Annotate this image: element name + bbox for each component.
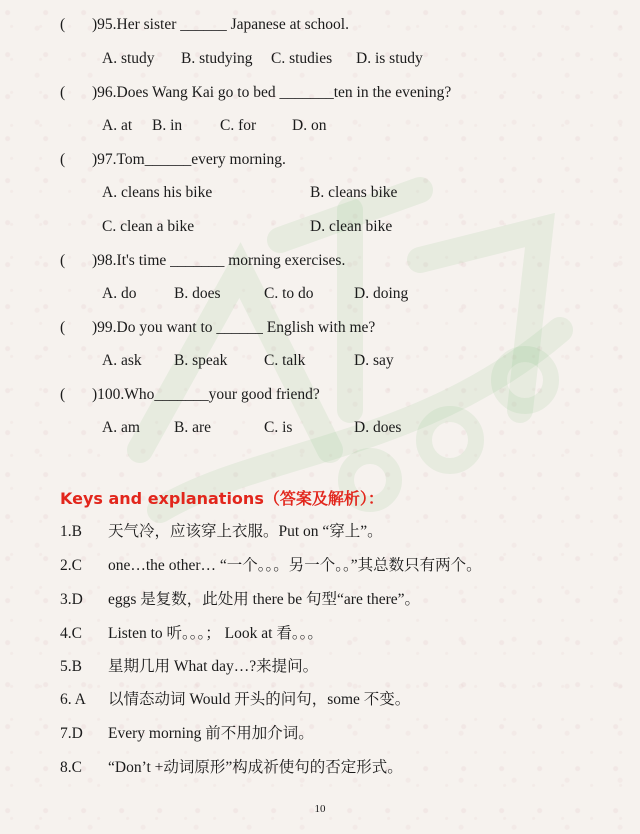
key-item [60,721,314,743]
key-explanation: Every morning 前不用加介词。 [108,725,314,742]
key-item [60,587,420,609]
key-item [60,553,482,575]
page-number: 10 [314,803,326,815]
key-number: 3.D [60,591,83,608]
key-number: 8.C [60,759,82,776]
option-c: C. to do [264,285,314,302]
answer-bracket: ( [60,386,66,403]
key-item [60,687,410,709]
answer-bracket: ( [60,16,66,33]
option-a: A. do [102,285,137,302]
option-b: B. speak [174,352,228,369]
key-explanation: 天气冷，应该穿上衣服。Put on “穿上”。 [108,523,383,540]
option-a: A. study [102,50,155,67]
key-number: 6. A [60,691,86,708]
option-b: B. cleans bike [310,184,398,201]
option-a: A. ask [102,352,142,369]
question-stem: )96.Does Wang Kai go to bed _______ten in the evening? [92,84,452,101]
option-a: A. at [102,117,133,134]
question-stem: )98.It's time _______ morning exercises. [92,252,346,269]
question-97 [60,151,286,169]
question-96 [60,84,451,102]
question-stem: )99.Do you want to ______ English with me? [92,319,376,336]
key-number: 4.C [60,625,82,642]
option-b: B. are [174,419,212,436]
question-100 [60,386,320,404]
key-explanation: one…the other… “一个。。。另一个。。”其总数只有两个。 [108,557,482,574]
key-number: 7.D [60,725,83,742]
question-95 [60,16,349,34]
option-d: D. does [354,419,402,436]
question-stem: )97.Tom______every morning. [92,151,286,168]
option-d: D. is study [356,50,423,67]
option-c: C. clean a bike [102,218,195,235]
key-explanation: “Don’t +动词原形”构成祈使句的否定形式。 [108,759,403,776]
key-number: 5.B [60,658,82,675]
question-99 [60,319,375,337]
key-item [60,519,383,541]
key-number: 2.C [60,557,82,574]
key-item [60,621,323,643]
key-explanation: Listen to 听。。。； Look at 看。。。 [108,625,323,642]
option-b: B. studying [181,50,253,67]
answer-bracket: ( [60,319,66,336]
answer-bracket: ( [60,151,66,168]
option-d: D. on [292,117,327,134]
option-b: B. in [152,117,183,134]
option-d: D. doing [354,285,409,302]
question-stem: )100.Who_______your good friend? [92,386,320,403]
answer-bracket: ( [60,252,66,269]
question-98 [60,252,345,270]
key-item [60,654,318,676]
key-number: 1.B [60,523,82,540]
option-d: D. say [354,352,394,369]
option-c: C. talk [264,352,306,369]
option-b: B. does [174,285,221,302]
option-a: A. am [102,419,140,436]
key-explanation: 星期几用 What day…?来提问。 [108,658,319,675]
key-explanation: eggs 是复数，此处用 there be 句型“are there”。 [108,591,421,608]
key-explanation: 以情态动词 Would 开头的问句，some 不变。 [108,691,411,708]
key-item [60,755,403,777]
option-c: C. is [264,419,293,436]
option-a: A. cleans his bike [102,184,213,201]
keys-heading: Keys and explanations（答案及解析）： [60,489,384,508]
answer-bracket: ( [60,84,66,101]
option-c: C. for [220,117,257,134]
option-d: D. clean bike [310,218,393,235]
question-stem: )95.Her sister ______ Japanese at school. [92,16,349,33]
option-c: C. studies [271,50,333,67]
